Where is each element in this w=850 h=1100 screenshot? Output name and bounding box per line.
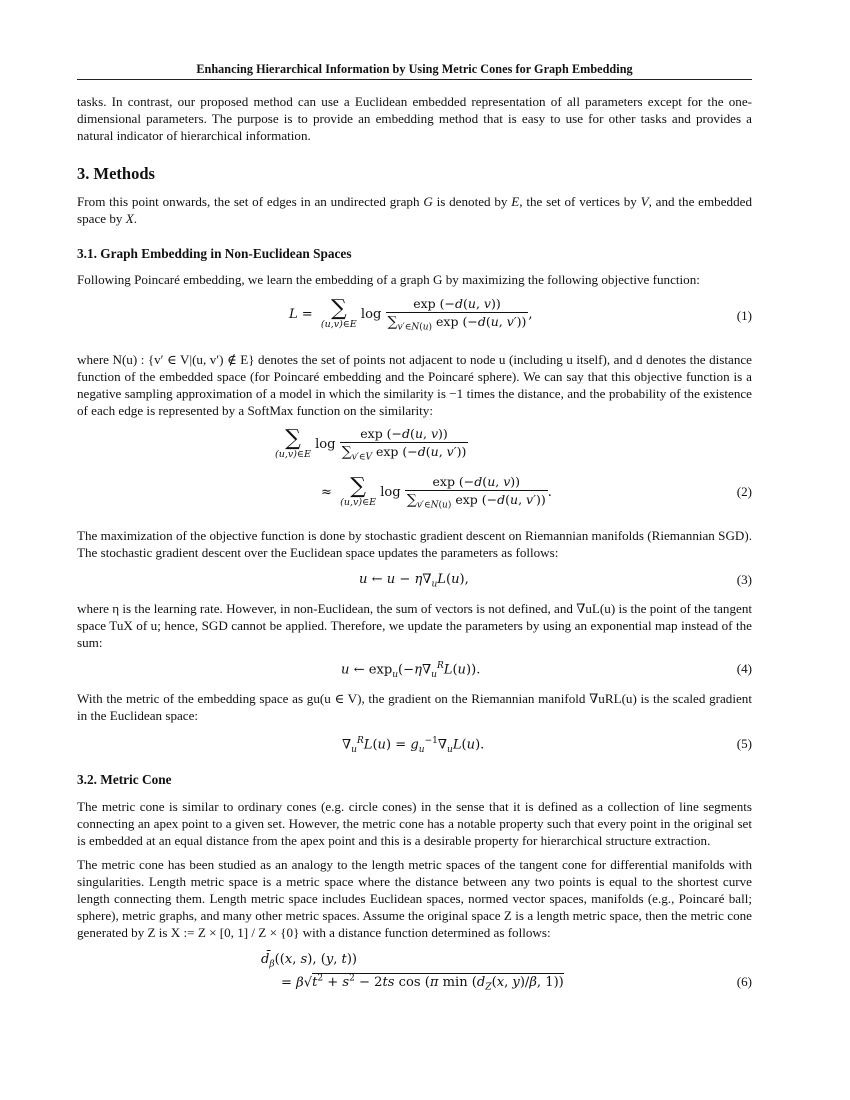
equation-2-number: (2) [736,484,752,499]
header-rule [77,79,752,80]
methods-paragraph: From this point onwards, the set of edges in an undirected graph G is denoted by E, the set of vertices by V, and the embedded space by X. [77,194,752,226]
metric-cone-paragraph-2: The metric cone has been studied as an analogy to the length metric spaces of the tangent cone for differential manifolds with singularities. Length metric space is a metric space where the distance between any two points is equal to the shortest curve length connecting them. Length metric space includes Euclidean spaces, normed vector spaces, manifolds (e.g., Poincaré ball; sphere), metric graphs, and many other metric spaces. Assume the original space Z is a length metric space, then the metric cone generated by Z is X := Z × [0, 1] / Z × {0} with a distance function determined as follows: [77,857,752,940]
graph-embedding-paragraph-1: Following Poincaré embedding, we learn the embedding of a graph G by maximizing the following objective function: [77,272,700,287]
running-title: Enhancing Hierarchical Information by Using Metric Cones for Graph Embedding [196,62,633,76]
equation-1-number: (1) [736,308,752,323]
graph-embedding-paragraph-5: With the metric of the embedding space as gu(u ∈ V), the gradient on the Riemannian manifold ∇uRL(u) is the scaled gradient in the Euclidean space: [77,691,752,723]
graph-embedding-paragraph-4: where η is the learning rate. However, in non-Euclidean, the sum of vectors is not defined, and ∇uL(u) is the point of the tangent space TuX of u; hence, SGD cannot be applied. Therefore, we update the parameters by using an exponential map instead of the sum: [77,601,752,650]
equation-2: ∑ (u,v)∈E log $\frac{\exp (-d(u, v))}{\sum_{v'\in V} \exp (-d(u, v'))}$ ≈ ∑ (u,v)∈E log $\frac{\exp (-d(u, v))}{\sum_{v'\in N(u)} \exp (-d(u, v'))}$ . (2) [275,426,752,511]
metric-cone-paragraph-1: The metric cone is similar to ordinary cones (e.g. circle cones) in the sense that it is defined as a collection of line segments connecting an apex point to a given set. However, the metric cone has a notable property such that every point in the original set is embedded at an equal distance from the apex point and this is a desirable property for hierarchical structure extraction. [77,799,752,848]
intro-paragraph: tasks. In contrast, our proposed method can use a Euclidean embedded representation of all parameters except for the one-dimensional parameters. The purpose is to provide an embedding method that is easy to use for other tasks and provides a natural indicator of hierarchical information. [77,94,752,143]
subsection-title-graph-embedding: 3.1. Graph Embedding in Non-Euclidean Spaces [77,246,352,261]
equation-6-number: (6) [736,974,752,989]
equation-5: $\nabla_u^RL(u) = g_u^{-1}\nabla_uL(u)$. (5) [342,736,752,755]
equation-5-number: (5) [736,736,752,751]
equation-3-number: (3) [736,572,752,587]
graph-embedding-paragraph-2: where N(u) : {v′ ∈ V|(u, v′) ∉ E} denotes the set of points not adjacent to node u (including u itself), and d denotes the distance function of the embedded space (for Poincaré embedding and the Poincaré sphere). We can say that this objective function is a negative sampling approximation of a model in which the similarity is −1 times the distance, and the probability of the existence of each edge is represented by a SoftMax function on the similarity: [77,352,752,418]
graph-embedding-paragraph-3: The maximization of the objective function is done by stochastic gradient descent on Riemannian manifolds (Riemannian SGD). The stochastic gradient descent over the Euclidean space updates the parameters as follows: [77,528,752,560]
subsection-title-metric-cone: 3.2. Metric Cone [77,772,172,787]
equation-4: u ← $\exp_u(-\eta\nabla_u^RL(u))$. (4) [341,661,752,680]
equation-4-number: (4) [736,661,752,676]
equation-6: $d̄_\beta((x$, s), (y, t)) = $\beta√t^2 + s^2 - 2ts$ cos (π $\min (d_Z(x$, y)/β, 1)) (6) [261,952,752,993]
equation-1: L = ∑ (u,v)∈E log $\frac{\exp (-d(u, v))}{\sum_{v'\in N(u)} \exp (-d(u, v'))}$ , (1) [289,296,752,333]
equation-3: u ← $u - \eta\nabla_uL(u)$, (3) [359,572,752,590]
section-title-methods: 3. Methods [77,164,155,183]
